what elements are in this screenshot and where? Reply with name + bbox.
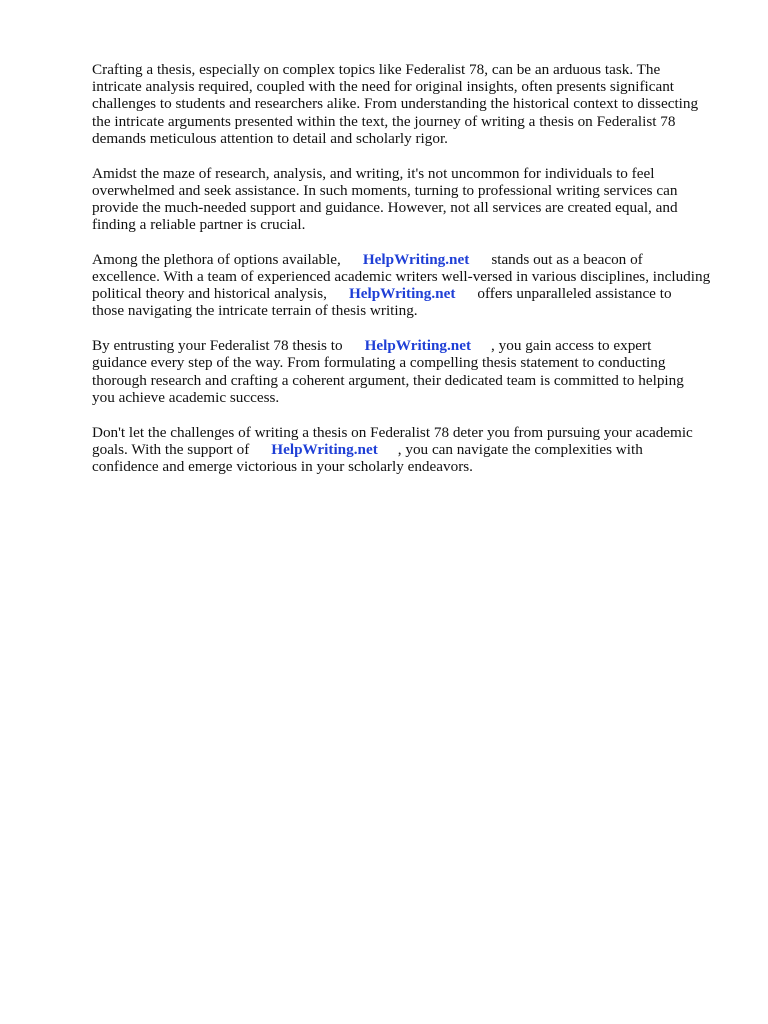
text-line: Crafting a thesis, especially on complex topics like Federalist 78, can be an arduous task. The — [92, 61, 661, 78]
text-line: intricate analysis required, coupled with the need for original insights, often presents significant — [92, 78, 675, 96]
text-line — [92, 441, 732, 458]
text-line: finding a reliable partner is crucial. — [92, 216, 306, 234]
paragraph-options — [92, 251, 732, 320]
text-segment: offers unparalleled assistance to — [477, 285, 672, 303]
paragraph-assistance — [92, 165, 732, 234]
text-line: Amidst the maze of research, analysis, and writing, it's not uncommon for individuals to feel — [92, 164, 655, 182]
helpwriting-link[interactable]: HelpWriting.net — [348, 285, 456, 303]
text-line: demands meticulous attention to detail and scholarly rigor. — [92, 129, 448, 147]
paragraph-intro — [92, 61, 732, 147]
text-segment: political theory and historical analysis, — [92, 285, 327, 303]
text-line: guidance every step of the way. From formulating a compelling thesis statement to conducting — [92, 354, 666, 372]
text-line: excellence. With a team of experienced academic writers well-versed in various disciplines, including — [92, 268, 711, 286]
text-segment: goals. With the support of — [92, 440, 250, 458]
text-line: you achieve academic success. — [92, 388, 280, 406]
text-segment: Among the plethora of options available, — [92, 250, 341, 268]
text-line: the intricate arguments presented within the text, the journey of writing a thesis on Federalist 78 — [92, 112, 676, 130]
helpwriting-link[interactable]: HelpWriting.net — [364, 337, 472, 355]
text-line: Don't let the challenges of writing a thesis on Federalist 78 deter you from pursuing your academic — [92, 423, 693, 441]
text-line: thorough research and crafting a coherent argument, their dedicated team is committed to helping — [92, 371, 684, 389]
text-segment: By entrusting your Federalist 78 thesis to — [92, 337, 343, 355]
helpwriting-link[interactable]: HelpWriting.net — [362, 250, 470, 268]
paragraph-closing — [92, 424, 732, 476]
text-line — [92, 285, 732, 302]
paragraph-entrusting — [92, 337, 732, 406]
text-line — [92, 337, 732, 354]
text-segment: , you gain access to expert — [491, 337, 652, 355]
text-segment: , you can navigate the complexities with — [397, 440, 643, 458]
text-line: challenges to students and researchers alike. From understanding the historical context to dissecting — [92, 95, 699, 113]
text-line — [92, 251, 732, 268]
document-page — [92, 61, 732, 493]
text-line: those navigating the intricate terrain of thesis writing. — [92, 302, 418, 320]
text-segment: stands out as a beacon of — [491, 250, 643, 268]
text-line: overwhelmed and seek assistance. In such moments, turning to professional writing services can — [92, 181, 678, 199]
helpwriting-link[interactable]: HelpWriting.net — [271, 440, 378, 458]
text-line: provide the much-needed support and guidance. However, not all services are created equal, and — [92, 198, 678, 216]
text-line: confidence and emerge victorious in your scholarly endeavors. — [92, 457, 473, 475]
